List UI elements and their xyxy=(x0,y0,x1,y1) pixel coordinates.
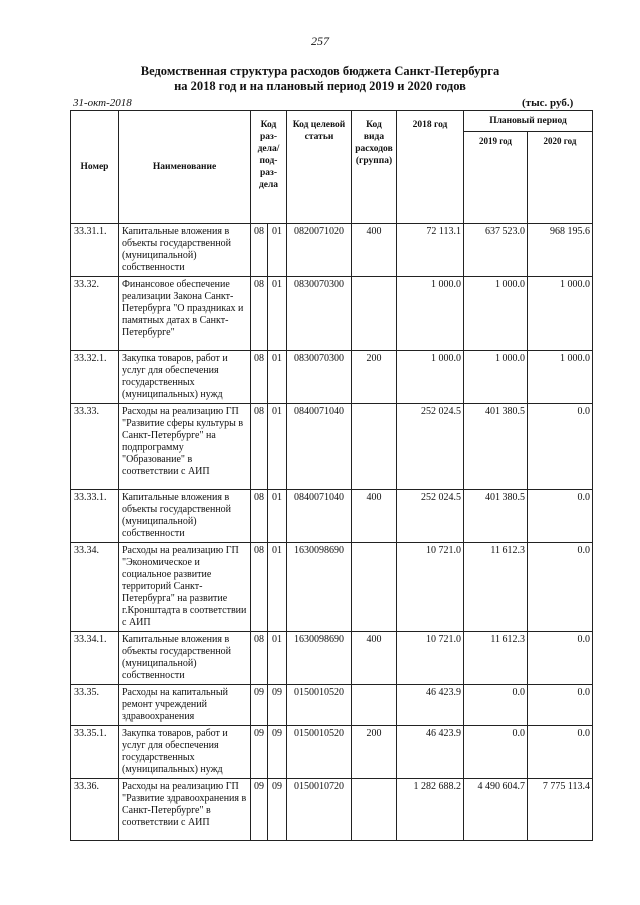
row-expense-type: 200 xyxy=(352,726,397,779)
row-target-code: 1630098690 xyxy=(287,632,352,685)
row-number: 33.34. xyxy=(71,543,119,632)
row-section: 08 xyxy=(251,543,268,632)
row-name: Капитальные вложения в объекты государственной (муниципальной) собственности xyxy=(119,490,251,543)
table-row xyxy=(71,404,593,490)
row-amount-2019: 637 523.0 xyxy=(464,224,528,277)
row-section: 09 xyxy=(251,685,268,726)
row-amount-2018: 46 423.9 xyxy=(397,685,464,726)
row-amount-2019: 4 490 604.7 xyxy=(464,779,528,841)
row-amount-2020: 0.0 xyxy=(528,632,593,685)
row-target-code: 0820071020 xyxy=(287,224,352,277)
row-section: 08 xyxy=(251,224,268,277)
row-subsection: 09 xyxy=(268,779,287,841)
row-amount-2020: 1 000.0 xyxy=(528,277,593,351)
document-title xyxy=(0,64,640,94)
row-section: 09 xyxy=(251,726,268,779)
row-amount-2019: 11 612.3 xyxy=(464,543,528,632)
table-row xyxy=(71,632,593,685)
row-name: Расходы на капитальный ремонт учреждений здравоохранения xyxy=(119,685,251,726)
row-subsection: 01 xyxy=(268,632,287,685)
row-number: 33.33.1. xyxy=(71,490,119,543)
row-target-code: 0150010520 xyxy=(287,726,352,779)
header-name: Наименование xyxy=(119,111,251,224)
row-target-code: 0830070300 xyxy=(287,277,352,351)
row-expense-type: 400 xyxy=(352,632,397,685)
table-row xyxy=(71,779,593,841)
row-amount-2019: 1 000.0 xyxy=(464,351,528,404)
header-2019: 2019 год xyxy=(464,132,528,224)
row-amount-2018: 1 282 688.2 xyxy=(397,779,464,841)
row-amount-2020: 968 195.6 xyxy=(528,224,593,277)
header-section: Код раз-дела/ под-раз-дела xyxy=(251,111,287,224)
row-section: 08 xyxy=(251,404,268,490)
row-expense-type xyxy=(352,543,397,632)
row-amount-2018: 1 000.0 xyxy=(397,351,464,404)
row-amount-2018: 10 721.0 xyxy=(397,632,464,685)
row-subsection: 01 xyxy=(268,351,287,404)
row-section: 08 xyxy=(251,277,268,351)
row-target-code: 0840071040 xyxy=(287,490,352,543)
row-amount-2020: 7 775 113.4 xyxy=(528,779,593,841)
row-number: 33.33. xyxy=(71,404,119,490)
row-number: 33.35. xyxy=(71,685,119,726)
row-amount-2020: 0.0 xyxy=(528,404,593,490)
row-amount-2018: 252 024.5 xyxy=(397,490,464,543)
row-number: 33.35.1. xyxy=(71,726,119,779)
header-number: Номер xyxy=(71,111,119,224)
row-subsection: 01 xyxy=(268,490,287,543)
row-name: Закупка товаров, работ и услуг для обеспечения государственных (муниципальных) нужд xyxy=(119,351,251,404)
row-subsection: 01 xyxy=(268,404,287,490)
row-name: Расходы на реализацию ГП "Развитие сферы культуры в Санкт-Петербурге" на подпрограмму "Образование" в соответствии с АИП xyxy=(119,404,251,490)
table-row xyxy=(71,543,593,632)
units-label: (тыс. руб.) xyxy=(522,97,574,109)
table-row xyxy=(71,685,593,726)
row-amount-2020: 0.0 xyxy=(528,490,593,543)
row-target-code: 0840071040 xyxy=(287,404,352,490)
row-expense-type: 400 xyxy=(352,224,397,277)
header-2018: 2018 год xyxy=(397,111,464,224)
row-section: 09 xyxy=(251,779,268,841)
row-expense-type xyxy=(352,277,397,351)
header-target: Код целевой статьи xyxy=(287,111,352,224)
table-row xyxy=(71,224,593,277)
row-amount-2019: 0.0 xyxy=(464,726,528,779)
row-number: 33.32. xyxy=(71,277,119,351)
row-subsection: 01 xyxy=(268,277,287,351)
row-section: 08 xyxy=(251,632,268,685)
row-section: 08 xyxy=(251,351,268,404)
row-expense-type xyxy=(352,779,397,841)
row-amount-2019: 401 380.5 xyxy=(464,490,528,543)
row-amount-2018: 46 423.9 xyxy=(397,726,464,779)
row-name: Финансовое обеспечение реализации Закона Санкт-Петербурга "О праздниках и памятных датах в Санкт-Петербурге" xyxy=(119,277,251,351)
row-amount-2019: 0.0 xyxy=(464,685,528,726)
row-number: 33.34.1. xyxy=(71,632,119,685)
document-date: 31-окт-2018 xyxy=(73,97,132,109)
table-row xyxy=(71,726,593,779)
row-amount-2018: 72 113.1 xyxy=(397,224,464,277)
row-subsection: 09 xyxy=(268,726,287,779)
title-line-2: на 2018 год и на плановый период 2019 и 2020 годов xyxy=(174,79,466,93)
table-row xyxy=(71,490,593,543)
row-number: 33.31.1. xyxy=(71,224,119,277)
row-amount-2018: 1 000.0 xyxy=(397,277,464,351)
row-amount-2019: 401 380.5 xyxy=(464,404,528,490)
table-row xyxy=(71,351,593,404)
table-row xyxy=(71,277,593,351)
row-amount-2019: 11 612.3 xyxy=(464,632,528,685)
row-target-code: 0830070300 xyxy=(287,351,352,404)
row-expense-type xyxy=(352,404,397,490)
row-amount-2018: 252 024.5 xyxy=(397,404,464,490)
row-amount-2020: 0.0 xyxy=(528,685,593,726)
row-amount-2020: 0.0 xyxy=(528,726,593,779)
row-expense-type: 400 xyxy=(352,490,397,543)
row-name: Расходы на реализацию ГП "Развитие здравоохранения в Санкт-Петербурге" в соответствии с АИП xyxy=(119,779,251,841)
header-planned-period: Плановый период xyxy=(464,111,593,132)
row-name: Капитальные вложения в объекты государственной (муниципальной) собственности xyxy=(119,632,251,685)
row-number: 33.32.1. xyxy=(71,351,119,404)
row-amount-2020: 0.0 xyxy=(528,543,593,632)
header-expense-type: Код вида расходов (группа) xyxy=(352,111,397,224)
header-2020: 2020 год xyxy=(528,132,593,224)
row-subsection: 01 xyxy=(268,543,287,632)
title-line-1: Ведомственная структура расходов бюджета Санкт-Петербурга xyxy=(140,64,500,78)
budget-table xyxy=(70,110,593,841)
row-section: 08 xyxy=(251,490,268,543)
page-number: 257 xyxy=(311,34,329,48)
row-amount-2020: 1 000.0 xyxy=(528,351,593,404)
row-name: Закупка товаров, работ и услуг для обеспечения государственных (муниципальных) нужд xyxy=(119,726,251,779)
row-name: Расходы на реализацию ГП "Экономическое и социальное развитие территорий Санкт-Петербурга" на развитие г.Кронштадта в соответствии с АИП xyxy=(119,543,251,632)
row-target-code: 1630098690 xyxy=(287,543,352,632)
row-subsection: 09 xyxy=(268,685,287,726)
row-target-code: 0150010720 xyxy=(287,779,352,841)
row-amount-2018: 10 721.0 xyxy=(397,543,464,632)
row-number: 33.36. xyxy=(71,779,119,841)
row-expense-type: 200 xyxy=(352,351,397,404)
row-expense-type xyxy=(352,685,397,726)
row-target-code: 0150010520 xyxy=(287,685,352,726)
row-amount-2019: 1 000.0 xyxy=(464,277,528,351)
row-subsection: 01 xyxy=(268,224,287,277)
row-name: Капитальные вложения в объекты государственной (муниципальной) собственности xyxy=(119,224,251,277)
